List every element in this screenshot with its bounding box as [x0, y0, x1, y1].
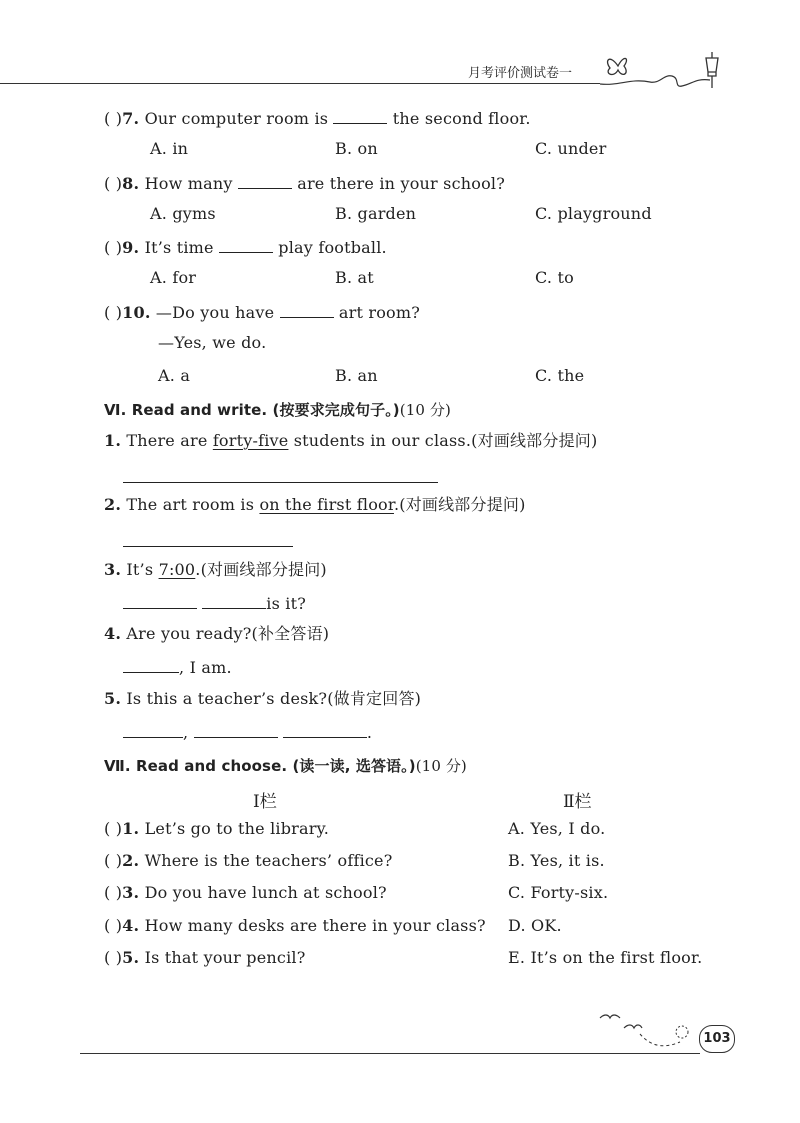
answer-paren[interactable]: ( )	[104, 303, 123, 322]
answer-blank[interactable]	[280, 301, 334, 318]
question-number: 5.	[104, 689, 122, 708]
question-number: 1.	[104, 431, 122, 450]
question-text-pre: The art room is	[126, 495, 255, 514]
rw-question-1	[104, 431, 597, 451]
underlined-phrase: forty-five	[212, 431, 289, 450]
question-number: 3.	[104, 560, 122, 579]
butterfly-lantern-decoration-icon	[600, 44, 730, 90]
question-text-post: students in our class.(对画线部分提问)	[293, 431, 598, 450]
question-number: 1.	[122, 819, 140, 838]
question-text: Are you ready?(补全答语)	[126, 624, 330, 643]
matching-row-4	[104, 916, 486, 936]
question-text-pre: There are	[126, 431, 208, 450]
question-text: How many desks are there in your class?	[144, 916, 486, 935]
answer-blank[interactable]	[123, 656, 179, 673]
option-a[interactable]: A. for	[150, 268, 197, 287]
answer-blank[interactable]	[238, 172, 292, 189]
option-b[interactable]: B. garden	[335, 204, 417, 223]
option-b[interactable]: B. on	[335, 139, 378, 158]
section-points: (10 分)	[415, 757, 467, 775]
question-text-pre: How many	[144, 174, 233, 193]
matching-row-1	[104, 819, 329, 839]
answer-choice: B. Yes, it is.	[508, 851, 605, 870]
answer-blank[interactable]	[123, 592, 197, 609]
question-number: 2.	[104, 495, 122, 514]
answer-blank[interactable]	[333, 107, 387, 124]
rw-question-5	[104, 689, 421, 709]
rw-question-4	[104, 624, 329, 644]
mc-question-7	[104, 107, 531, 129]
option-c[interactable]: C. playground	[535, 204, 652, 223]
rw-answer-3	[123, 592, 306, 614]
page-number: 103	[699, 1025, 735, 1053]
option-b[interactable]: B. an	[335, 366, 378, 385]
answer-blank[interactable]	[219, 236, 273, 253]
rw-question-2	[104, 495, 526, 515]
question-text-pre: It’s time	[144, 238, 214, 257]
question-text-pre: It’s	[126, 560, 154, 579]
question-number: 3.	[122, 883, 140, 902]
question-text-post: .(对画线部分提问)	[393, 495, 526, 514]
answer-paren[interactable]: ( )	[104, 819, 123, 838]
section-title: Ⅵ. Read and write. (按要求完成句子。)	[104, 401, 400, 419]
answer-paren[interactable]: ( )	[104, 948, 123, 967]
period: .	[366, 723, 373, 742]
question-number: 10.	[122, 303, 151, 322]
answer-blank[interactable]	[123, 721, 183, 738]
footer-rule	[80, 1053, 700, 1054]
column-header-2: Ⅱ栏	[563, 792, 592, 812]
question-text: Where is the teachers’ office?	[144, 851, 393, 870]
answer-choice: D. OK.	[508, 916, 562, 935]
answer-line[interactable]	[123, 546, 293, 547]
matching-row-2	[104, 851, 393, 871]
answer-paren[interactable]: ( )	[104, 174, 123, 193]
answer-paren[interactable]: ( )	[104, 109, 123, 128]
header-rule	[0, 83, 600, 84]
answer-blank[interactable]	[194, 721, 278, 738]
question-number: 8.	[122, 174, 140, 193]
mc-question-9	[104, 236, 387, 258]
question-text: Is that your pencil?	[144, 948, 306, 967]
question-text-post: art room?	[338, 303, 421, 322]
section-6-heading	[104, 399, 451, 420]
question-number: 9.	[122, 238, 140, 257]
rw-answer-4	[123, 656, 232, 678]
option-c[interactable]: C. to	[535, 268, 574, 287]
answer-tail: , I am.	[179, 658, 232, 677]
option-a[interactable]: A. in	[150, 139, 189, 158]
answer-tail: is it?	[266, 594, 307, 613]
option-a[interactable]: A. gyms	[150, 204, 216, 223]
birds-decoration-icon	[596, 1008, 696, 1050]
underlined-phrase: 7:00	[158, 560, 196, 579]
answer-blank[interactable]	[283, 721, 367, 738]
question-text-pre: Our computer room is	[144, 109, 329, 128]
answer-choice: E. It’s on the first floor.	[508, 948, 703, 967]
answer-paren[interactable]: ( )	[104, 916, 123, 935]
question-text-post: the second floor.	[392, 109, 531, 128]
question-text-pre: —Do you have	[155, 303, 275, 322]
matching-row-5	[104, 948, 305, 968]
section-points: (10 分)	[399, 401, 451, 419]
question-number: 5.	[122, 948, 140, 967]
option-c[interactable]: C. under	[535, 139, 607, 158]
rw-question-3	[104, 560, 327, 580]
answer-paren[interactable]: ( )	[104, 883, 123, 902]
mc-question-10	[104, 301, 420, 323]
question-number: 7.	[122, 109, 140, 128]
underlined-phrase: on the first floor	[259, 495, 394, 514]
question-text: Is this a teacher’s desk?(做肯定回答)	[126, 689, 422, 708]
question-text-post: are there in your school?	[297, 174, 506, 193]
dialogue-reply: —Yes, we do.	[158, 333, 267, 352]
question-number: 2.	[122, 851, 140, 870]
section-title: Ⅶ. Read and choose. (读一读, 选答语。)	[104, 757, 416, 775]
question-text: Do you have lunch at school?	[144, 883, 387, 902]
column-header-1: Ⅰ栏	[253, 792, 277, 812]
question-text: Let’s go to the library.	[144, 819, 329, 838]
mc-question-8	[104, 172, 505, 194]
answer-choice: C. Forty-six.	[508, 883, 609, 902]
option-b[interactable]: B. at	[335, 268, 374, 287]
matching-row-3	[104, 883, 387, 903]
comma: ,	[183, 723, 189, 742]
answer-line[interactable]	[123, 482, 438, 483]
answer-paren[interactable]: ( )	[104, 851, 123, 870]
answer-choice: A. Yes, I do.	[508, 819, 606, 838]
section-7-heading	[104, 755, 467, 776]
option-c[interactable]: C. the	[535, 366, 585, 385]
question-text-post: .(对画线部分提问)	[195, 560, 327, 579]
question-number: 4.	[122, 916, 140, 935]
option-a[interactable]: A. a	[158, 366, 191, 385]
question-number: 4.	[104, 624, 122, 643]
answer-blank[interactable]	[202, 592, 266, 609]
question-text-post: play football.	[278, 238, 387, 257]
answer-paren[interactable]: ( )	[104, 238, 123, 257]
rw-answer-5	[123, 721, 372, 743]
header-title: 月考评价测试卷一	[468, 66, 573, 81]
